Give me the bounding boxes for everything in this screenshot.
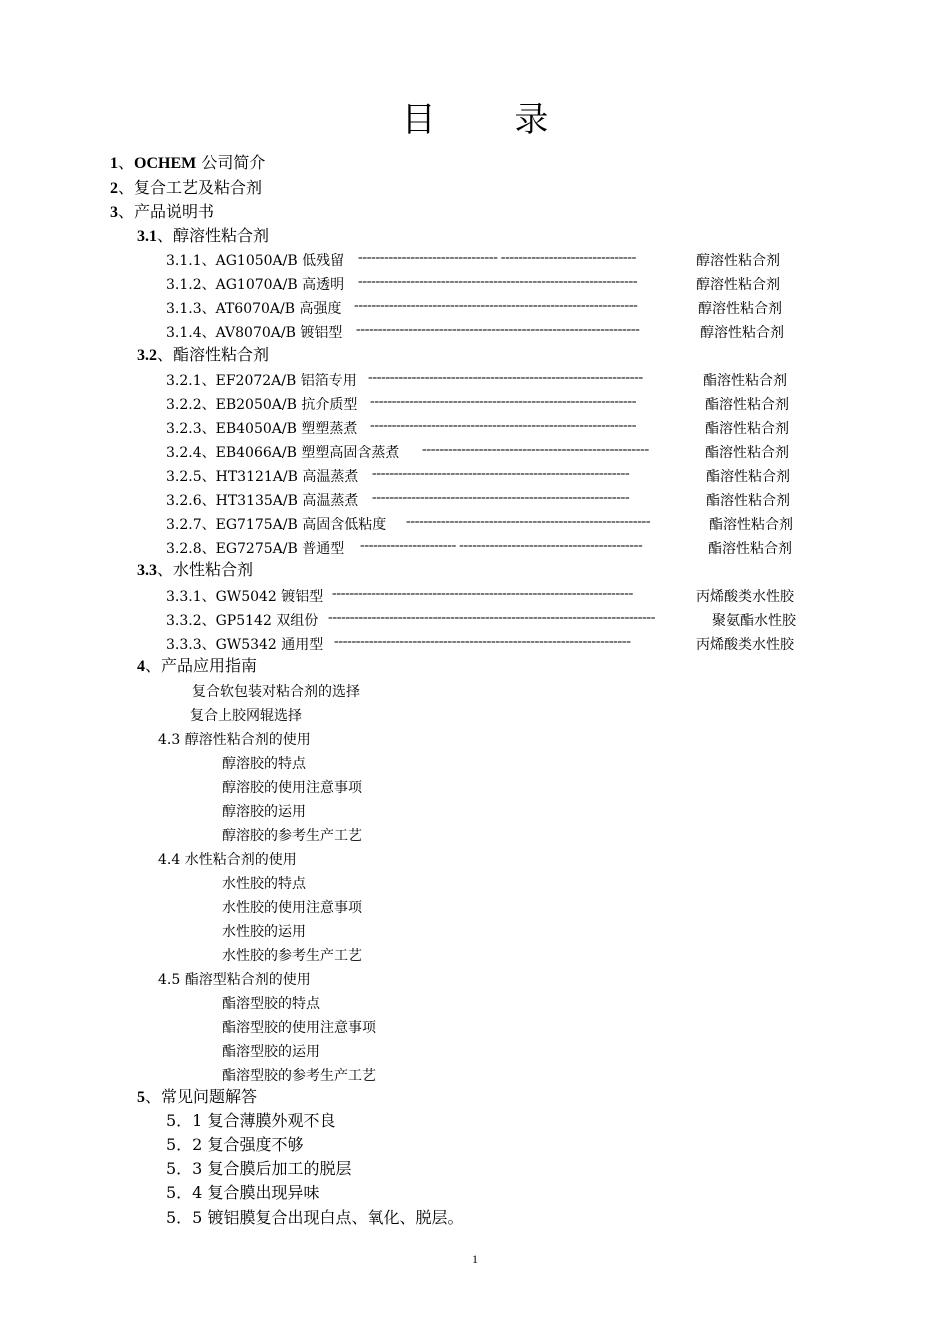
section-label: 醇溶性粘合剂 xyxy=(173,226,270,245)
section-number: 1 xyxy=(110,155,118,172)
entry-title: 3.3.1、GW5042 镀铝型 xyxy=(166,589,324,605)
entry-title: 3.2.2、EB2050A/B 抗介质型 xyxy=(166,397,358,413)
entry-category: 醇溶性粘合剂 xyxy=(700,325,784,341)
section-label: 产品说明书 xyxy=(134,202,215,221)
entry-category: 醇溶性粘合剂 xyxy=(696,253,780,269)
guide-sub-item[interactable]: 水性胶的参考生产工艺 xyxy=(222,948,362,964)
section-number: 4 xyxy=(137,658,145,675)
entry-category: 酯溶性粘合剂 xyxy=(705,445,789,461)
guide-subsection-4-3[interactable]: 4.3 醇溶性粘合剂的使用 xyxy=(158,732,311,748)
entry-category: 酯溶性粘合剂 xyxy=(706,493,790,509)
entry-category: 酯溶性粘合剂 xyxy=(703,373,787,389)
dot-leader: --------------------------------------------------------------------------- xyxy=(328,610,656,625)
page-number: 1 xyxy=(472,1252,478,1266)
guide-sub-item[interactable]: 水性胶的运用 xyxy=(222,924,306,940)
section-label: 产品应用指南 xyxy=(161,656,258,675)
entry-title: 3.2.8、EG7275A/B 普通型 xyxy=(166,541,345,557)
faq-item[interactable]: 5．5 镀铝膜复合出现白点、氧化、脱层。 xyxy=(166,1208,464,1227)
dot-leader: -------------------------------------------------------------------- xyxy=(334,634,631,649)
section-number: 3.1 xyxy=(137,228,157,245)
section-number: 5 xyxy=(137,1089,145,1106)
toc-section-2[interactable] xyxy=(110,175,262,198)
entry-category: 酯溶性粘合剂 xyxy=(706,469,790,485)
section-label: 复合工艺及粘合剂 xyxy=(134,178,263,197)
toc-section-3-1[interactable] xyxy=(137,223,269,246)
guide-item-anilox[interactable]: 复合上胶网辊选择 xyxy=(190,708,302,724)
toc-section-5[interactable] xyxy=(137,1084,257,1107)
dot-leader: ----------------------------------------------------------- xyxy=(372,490,630,505)
guide-sub-item[interactable]: 醇溶胶的使用注意事项 xyxy=(222,780,362,796)
entry-category: 丙烯酸类水性胶 xyxy=(696,589,794,605)
dot-leader: --------------------------------------------------------------- xyxy=(368,370,643,385)
dot-leader: -------------------------------------------------------- xyxy=(406,514,651,529)
dot-leader: ----------------------------------------------------------------- xyxy=(356,322,640,337)
section-label: 公司简介 xyxy=(196,153,266,172)
faq-item[interactable]: 5．1 复合薄膜外观不良 xyxy=(166,1111,336,1130)
entry-category: 丙烯酸类水性胶 xyxy=(696,637,794,653)
entry-category: 酯溶性粘合剂 xyxy=(705,397,789,413)
entry-category: 酯溶性粘合剂 xyxy=(709,517,793,533)
dot-leader: ---------------------------------------------------- xyxy=(422,442,649,457)
entry-category: 醇溶性粘合剂 xyxy=(696,277,780,293)
company-name: OCHEM xyxy=(134,155,197,172)
guide-item-packaging[interactable]: 复合软包装对粘合剂的选择 xyxy=(192,684,360,700)
section-sep: 、 xyxy=(157,226,174,245)
dot-leader: ---------------------- ------------------------------------------ xyxy=(360,538,643,553)
dot-leader: ------------------------------------------------------------- xyxy=(370,418,637,433)
entry-title: 3.2.6、HT3135A/B 高温蒸煮 xyxy=(166,493,359,509)
dot-leader: ----------------------------------------------------------- xyxy=(372,466,630,481)
section-sep: 、 xyxy=(157,560,174,579)
guide-subsection-4-4[interactable]: 4.4 水性粘合剂的使用 xyxy=(158,852,297,868)
guide-sub-item[interactable]: 醇溶胶的特点 xyxy=(222,756,306,772)
entry-title: 3.1.2、AG1070A/B 高透明 xyxy=(166,277,345,293)
page-title: 目 录 xyxy=(401,100,583,140)
dot-leader: ----------------------------------------------------------------- xyxy=(354,298,638,313)
section-number: 3.3 xyxy=(137,562,157,579)
guide-sub-item[interactable]: 酯溶型胶的特点 xyxy=(222,996,320,1012)
entry-title: 3.3.2、GP5142 双组份 xyxy=(166,613,319,629)
entry-category: 酯溶性粘合剂 xyxy=(708,541,792,557)
faq-item[interactable]: 5．4 复合膜出现异味 xyxy=(166,1183,320,1202)
section-label: 水性粘合剂 xyxy=(173,560,254,579)
entry-title: 3.3.3、GW5342 通用型 xyxy=(166,637,324,653)
section-sep: 、 xyxy=(157,345,174,364)
toc-section-3[interactable] xyxy=(110,199,214,222)
entry-title: 3.2.3、EB4050A/B 塑塑蒸煮 xyxy=(166,421,358,437)
guide-sub-item[interactable]: 水性胶的使用注意事项 xyxy=(222,900,362,916)
entry-title: 3.2.1、EF2072A/B 铝箔专用 xyxy=(166,373,357,389)
toc-section-4[interactable] xyxy=(137,653,257,676)
toc-section-3-3[interactable] xyxy=(137,557,253,580)
guide-sub-item[interactable]: 醇溶胶的参考生产工艺 xyxy=(222,828,362,844)
guide-sub-item[interactable]: 酯溶型胶的使用注意事项 xyxy=(222,1020,376,1036)
dot-leader: ---------------------------------------------------------------- xyxy=(358,274,638,289)
dot-leader: --------------------------------------------------------------------- xyxy=(332,586,633,601)
guide-sub-item[interactable]: 酯溶型胶的运用 xyxy=(222,1044,320,1060)
section-number: 3.2 xyxy=(137,347,157,364)
entry-title: 3.2.7、EG7175A/B 高固含低粘度 xyxy=(166,517,387,533)
entry-title: 3.1.4、AV8070A/B 镀铝型 xyxy=(166,325,343,341)
entry-category: 酯溶性粘合剂 xyxy=(705,421,789,437)
guide-sub-item[interactable]: 水性胶的特点 xyxy=(222,876,306,892)
section-sep: 、 xyxy=(145,656,162,675)
guide-sub-item[interactable]: 酯溶型胶的参考生产工艺 xyxy=(222,1068,376,1084)
section-label: 常见问题解答 xyxy=(161,1087,258,1106)
entry-title: 3.2.5、HT3121A/B 高温蒸煮 xyxy=(166,469,359,485)
faq-item[interactable]: 5．3 复合膜后加工的脱层 xyxy=(166,1159,352,1178)
section-sep: 、 xyxy=(118,202,135,221)
toc-section-3-2[interactable] xyxy=(137,342,269,365)
entry-category: 聚氨酯水性胶 xyxy=(712,613,796,629)
toc-section-1[interactable] xyxy=(110,150,265,173)
section-label: 酯溶性粘合剂 xyxy=(173,345,270,364)
dot-leader: ------------------------------------------------------------- xyxy=(370,394,637,409)
section-sep: 、 xyxy=(118,178,135,197)
guide-subsection-4-5[interactable]: 4.5 酯溶型粘合剂的使用 xyxy=(158,972,311,988)
entry-title: 3.1.1、AG1050A/B 低残留 xyxy=(166,253,345,269)
guide-sub-item[interactable]: 醇溶胶的运用 xyxy=(222,804,306,820)
section-number: 3 xyxy=(110,204,118,221)
entry-category: 醇溶性粘合剂 xyxy=(698,301,782,317)
dot-leader: -------------------------------- ------------------------------- xyxy=(358,250,637,265)
faq-item[interactable]: 5．2 复合强度不够 xyxy=(166,1135,304,1154)
section-sep: 、 xyxy=(145,1087,162,1106)
entry-title: 3.2.4、EB4066A/B 塑塑高固含蒸煮 xyxy=(166,445,400,461)
section-sep: 、 xyxy=(118,153,135,172)
entry-title: 3.1.3、AT6070A/B 高强度 xyxy=(166,301,342,317)
section-number: 2 xyxy=(110,180,118,197)
